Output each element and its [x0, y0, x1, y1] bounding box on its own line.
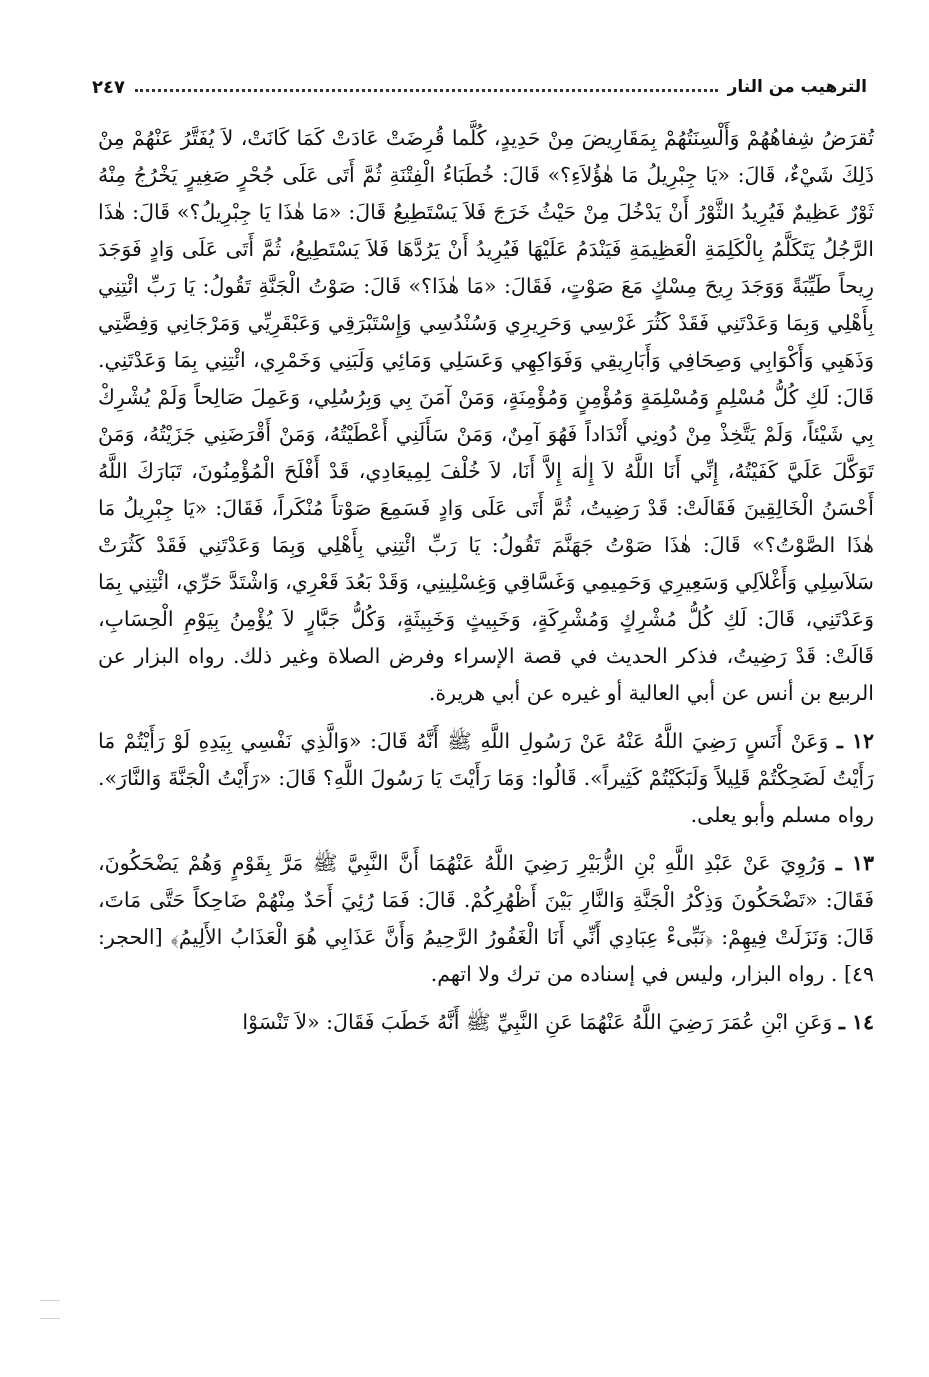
hadith-12	[98, 723, 874, 834]
page-body	[98, 120, 874, 1041]
running-header	[92, 70, 867, 104]
chapter-title: الترهيب من النار	[727, 77, 867, 97]
hadith-14	[98, 1004, 874, 1041]
hadith-number: ١٢ ـ	[836, 729, 874, 753]
paragraph-text: وَرُوِيَ عَنْ عَبْدِ اللَّهِ بْنِ الزُّبَيْرِ رَضِيَ اللَّهُ عَنْهُمَا أَنَّ النَّبِيَّ ﷺ مَرَّ بِقَوْمٍ وَهُمْ يَضْحَكُونَ، فَقَالَ: «تَضْحَكُونَ وَذِكْرُ الْجَنَّةِ وَالنَّارِ بَيْنَ أَظْهُرِكُمْ. قَالَ: فَمَا رُئِيَ أَحَدٌ مِنْهُمْ ضَاحِكاً حَتَّى مَاتَ، قَالَ: وَنَزَلَتْ فِيهِمْ: ﴿نَبِّىءْ عِبَادِي أَنِّي أَنَا الْغَفُورُ الرَّحِيمُ وَأَنَّ عَذَابِي هُوَ الْعَذَابُ الأَلِيمُ﴾ [الحجر: ٤٩] . رواه البزار، وليس في إسناده من ترك ولا اتهم.	[98, 851, 874, 986]
paragraph-text: وَعَنِ ابْنِ عُمَرَ رَضِيَ اللَّهُ عَنْهُمَا عَنِ النَّبِيِّ ﷺ أَنَّهُ خَطَبَ فَقَالَ: «لاَ تَنْسَوْا	[242, 1010, 833, 1034]
paragraph-continuation	[98, 120, 874, 712]
hadith-13	[98, 845, 874, 993]
paragraph-text: وَعَنْ أَنَسٍ رَضِيَ اللَّهُ عَنْهُ عَنْ رَسُولِ اللَّهِ ﷺ أَنَّهُ قَالَ: «وَالَّذِي نَفْسِي بِيَدِهِ لَوْ رَأَيْتُمْ مَا رَأَيْتُ لَضَحِكْتُمْ قَلِيلاً وَلَبَكَيْتُمْ كَثِيراً». قَالُوا: وَمَا رَأَيْتَ يَا رَسُولَ اللَّهِ؟ قَالَ: «رَأَيْتُ الْجَنَّةَ وَالنَّارَ». رواه مسلم وأبو يعلى.	[98, 729, 874, 827]
paragraph-text: تُقرَضُ شِفاهُهُمْ وَأَلْسِنَتُهُمْ بِمَقَارِيضَ مِنْ حَدِيدٍ، كُلَّما قُرِضَتْ عَادَتْ كَمَا كَانَتْ، لاَ يُفَتَّرُ عَنْهُمْ مِنْ ذَلِكَ شَيْءٌ، قَالَ: «يَا جِبْرِيلُ مَا هٰؤُلاَءِ؟» قَالَ: خُطَبَاءُ الْفِتْنَةِ ثُمَّ أَتَى عَلَى جُحْرٍ صَغِيرٍ يَخْرُجُ مِنْهُ ثَوْرٌ عَظِيمٌ فَيُرِيدُ الثَّوْرُ أَنْ يَدْخُلَ مِنْ حَيْثُ خَرَجَ فَلاَ يَسْتَطِيعُ قَالَ: «مَا هٰذَا يَا جِبْرِيلُ؟» قَالَ: هٰذَا الرَّجُلُ يَتَكَلَّمُ بِالْكَلِمَةِ الْعَظِيمَةِ فَيَنْدَمُ عَلَيْهَا فَيُرِيدُ أَنْ يَرُدَّهَا فَلاَ يَسْتَطِيعُ، ثُمَّ أَتَى عَلَى وَادٍ فَوَجَدَ رِيحاً طَيِّبَةً وَوَجَدَ رِيحَ مِسْكٍ مَعَ صَوْتٍ، فَقَالَ: «مَا هٰذَا؟» قَالَ: صَوْتُ الْجَنَّةِ تَقُولُ: يَا رَبِّ ائْتِنِي بِأَهْلِي وَبِمَا وَعَدْتَنِي فَقَدْ كَثُرَ غَرْسِي وَحَرِيرِي وَسُنْدُسِي وَإِسْتَبْرَقِي وَعَبْقَرِيِّي وَمَرْجَانِي وَفِضَّتِي وَذَهَبِي وَأَكْوَابِي وَصِحَافِي وَأَبَارِيقِي وَفَوَاكِهِي وَعَسَلِي وَمَائِي وَلَبَنِي وَخَمْرِي، ائْتِنِي بِمَا وَعَدْتَنِي. قَالَ: لَكِ كُلُّ مُسْلِمٍ وَمُسْلِمَةٍ وَمُؤْمِنٍ وَمُؤْمِنَةٍ، وَمَنْ آمَنَ بِي وَبِرُسُلِي، وَعَمِلَ صَالِحاً وَلَمْ يُشْرِكْ بِي شَيْئاً، وَلَمْ يَتَّخِذْ مِنْ دُونِي أَنْدَاداً فَهُوَ آمِنٌ، وَمَنْ سَأَلَنِي أَعْطَيْتُهُ، وَمَنْ أَقْرَضَنِي جَزَيْتُهُ، وَمَنْ تَوَكَّلَ عَلَيَّ كَفَيْتُهُ، إِنِّي أَنَا اللَّهُ لاَ إِلٰهَ إِلاَّ أَنَا، لاَ خُلْفَ لِمِيعَادِي، قَدْ أَفْلَحَ الْمُؤْمِنُونَ، تَبَارَكَ اللَّهُ أَحْسَنُ الْخَالِقِينَ فَقَالَتْ: قَدْ رَضِيتُ، ثُمَّ أَتَى عَلَى وَادٍ فَسَمِعَ صَوْتاً مُنْكَراً، فَقَالَ: «يَا جِبْرِيلُ مَا هٰذَا الصَّوْتُ؟» قَالَ: هٰذَا صَوْتُ جَهَنَّمَ تَقُولُ: يَا رَبِّ ائْتِنِي بِأَهْلِي وَبِمَا وَعَدْتَنِي فَقَدْ كَثُرَتْ سَلاَسِلِي وَأَغْلاَلِي وَسَعِيرِي وَحَمِيمِي وَغَسَّاقِي وَغِسْلِينِي، وَقَدْ بَعُدَ قَعْرِي، وَاشْتَدَّ حَرِّي، ائْتِنِي بِمَا وَعَدْتَنِي، قَالَ: لَكِ كُلُّ مُشْرِكٍ وَمُشْرِكَةٍ، وَخَبِيثٍ وَخَبِيثَةٍ، وَكُلُّ جَبَّارٍ لاَ يُؤْمِنُ بِيَوْمِ الْحِسَابِ، قَالَتْ: قَدْ رَضِيتُ، فذكر الحديث في قصة الإسراء وفرض الصلاة وغير ذلك. رواه البزار عن الربيع بن أنس عن أبي العالية أو غيره عن أبي هريرة.	[98, 126, 875, 705]
hadith-number: ١٣ ـ	[835, 851, 874, 875]
page-number: ٢٤٧	[92, 76, 125, 98]
hadith-number: ١٤ ـ	[838, 1010, 874, 1034]
scan-margin-mark	[40, 1300, 60, 1301]
scan-margin-mark	[40, 1318, 60, 1319]
header-dotted-leader	[135, 89, 718, 92]
